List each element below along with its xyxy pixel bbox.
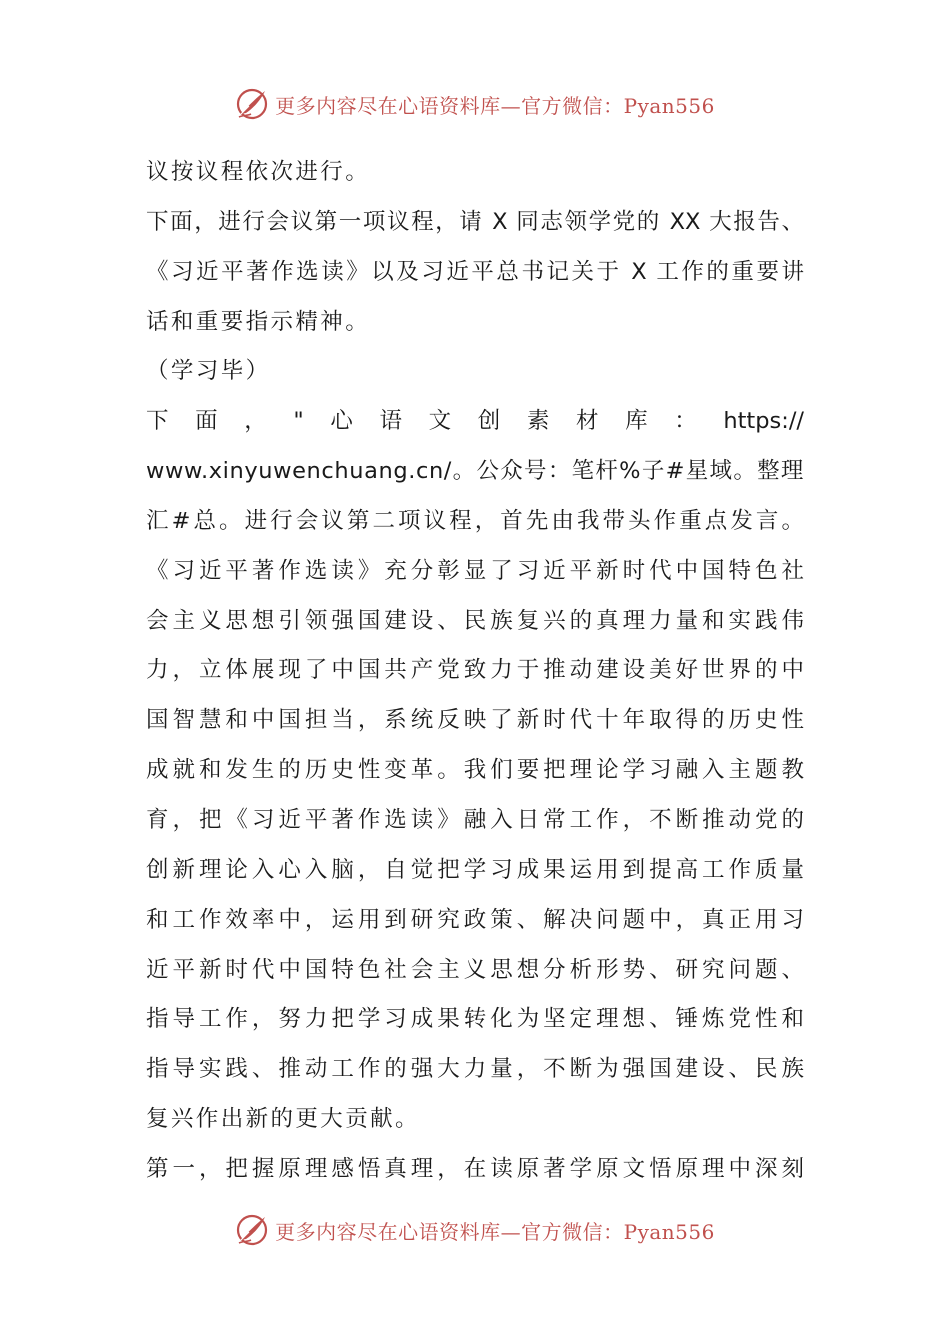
body-line-11: 力，立体展现了中国共产党致力于推动建设美好世界的中 — [146, 657, 804, 684]
footer-banner — [0, 1210, 950, 1250]
body-line-6: 下面，"心语文创素材库：https:// — [146, 408, 804, 435]
body-line-15: 创新理论入心入脑，自觉把学习成果运用到提高工作质量 — [146, 856, 804, 883]
body-line-1: 议按议程依次进行。 — [146, 159, 371, 185]
body-line-18: 指导工作，努力把学习成果转化为坚定理想、锤炼党性和 — [146, 1006, 804, 1033]
body-line-2: 下面，进行会议第一项议程，请 X 同志领学党的 XX 大报告、 — [146, 208, 804, 235]
body-line-13: 成就和发生的历史性变革。我们要把理论学习融入主题教 — [146, 757, 804, 784]
body-line-21: 第一，把握原理感悟真理，在读原著学原文悟原理中深刻 — [146, 1155, 804, 1182]
body-line-14: 育，把《习近平著作选读》融入日常工作，不断推动党的 — [146, 806, 804, 833]
body-line-20: 复兴作出新的更大贡献。 — [146, 1106, 420, 1133]
document-body — [146, 148, 804, 1195]
body-line-16: 和工作效率中，运用到研究政策、解决问题中，真正用习 — [146, 906, 804, 933]
header-banner-text: 更多内容尽在心语资料库—官方微信：Pyan556 — [275, 93, 715, 118]
body-line-5: （学习毕） — [146, 358, 271, 385]
header-banner — [0, 84, 950, 124]
body-line-9: 《习近平著作选读》充分彰显了习近平新时代中国特色社 — [146, 557, 804, 584]
quill-pen-logo-icon — [235, 1213, 269, 1247]
body-line-8: 汇#总。进行会议第二项议程，首先由我带头作重点发言。 — [146, 507, 804, 534]
body-line-10: 会主义思想引领强国建设、民族复兴的真理力量和实践伟 — [146, 607, 804, 634]
body-line-12: 国智慧和中国担当，系统反映了新时代十年取得的历史性 — [146, 707, 804, 734]
body-line-7: www.xinyuwenchuang.cn/。公众号：笔杆%子#星域。整理 — [146, 458, 804, 485]
footer-banner-text: 更多内容尽在心语资料库—官方微信：Pyan556 — [275, 1219, 715, 1244]
body-line-4: 话和重要指示精神。 — [146, 308, 371, 335]
body-line-17: 近平新时代中国特色社会主义思想分析形势、研究问题、 — [146, 956, 804, 983]
quill-pen-logo-icon — [235, 87, 269, 121]
body-line-3: 《习近平著作选读》以及习近平总书记关于 X 工作的重要讲 — [146, 258, 804, 285]
body-line-19: 指导实践、推动工作的强大力量，不断为强国建设、民族 — [146, 1056, 804, 1083]
